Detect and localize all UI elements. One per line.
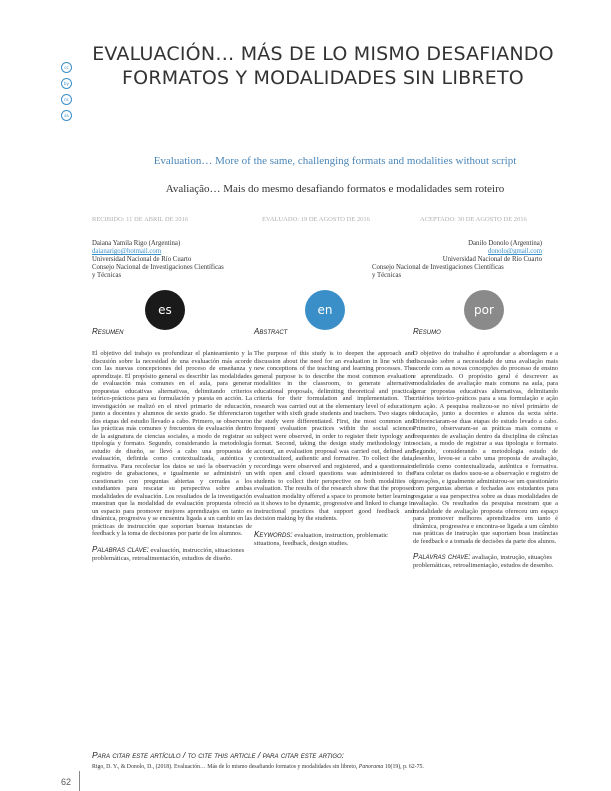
language-badge-es: es xyxy=(145,290,185,330)
author-1-affil: Universidad Nacional de Río Cuarto xyxy=(92,256,192,263)
nc-icon: nc xyxy=(61,94,72,105)
keywords xyxy=(254,531,414,548)
abstract-heading: Resumo xyxy=(413,327,441,336)
keywords xyxy=(413,553,558,570)
abstract-spanish xyxy=(92,327,252,563)
by-icon: by xyxy=(61,78,72,89)
date-evaluated: EVALUADO: 19 DE AGOSTO DE 2016 xyxy=(262,216,370,223)
author-1-affil: y Técnicas xyxy=(92,272,122,279)
date-accepted: ACEPTADO: 30 DE AGOSTO DE 2016 xyxy=(420,216,527,223)
abstract-body: El objetivo del trabajo es profundizar el planteamiento y la discusión sobre la necesidad de una evaluación más acorde con las nuevas concepciones del proceso de enseñanza y aprendizaje. El propósito general es describir las modalidades de evaluación más comunes en el aula, para generar propuestas educativas alternativas, delimitando criterios teórico-prácticos para su formulación y puesta en acción. La investigación se realizó en el nivel primario de educación, junto a docentes y alumnos de sexto grado. Se diferenciaron dos etapas del estudio llevado a cabo. Primero, se observaron las prácticas más comunes y frecuentes de evaluación dentro de la asignatura de ciencias sociales, a modo de registrar su tipología y formato. Segundo, considerando la metodología estudio de diseño, se llevó a cabo una propuesta de evaluación, definida como contextualizada, auténtica y formativa. Para recolectar los datos se usó la observación y registro de grabaciones, e igualmente se administró un cuestionario con preguntas abiertas y cerradas a los estudiantes para rescatar su perspectiva sobre ambas modalidades de evaluación. Los resultados de la investigación muestran que la modalidad de evaluación propuesta ofreció un espacio para promover mejores aprendizajes en tanto es dinámica, progresiva y se encuentra ligada a un cambio en las prácticas de instrucción que soportan buenas instancias de feedback y la toma de decisiones por parte de los alumnos. xyxy=(92,350,252,537)
citation-authors: Rigo, D. Y., & Donolo, D., (2018). Evaluación… Más de lo mismo desafiando formatos y modalidades sin libreto, xyxy=(92,764,359,770)
cc-icon: cc xyxy=(61,62,72,73)
author-1-name: Daiana Yamila Rigo (Argentina) xyxy=(92,240,181,247)
article-title: EVALUACIÓN… MÁS DE LO MISMO DESAFIANDO FORMATOS Y MODALIDADES SIN LIBRETO xyxy=(92,43,554,89)
date-received: RECIBIDO: 11 DE ABRIL DE 2016 xyxy=(92,216,189,223)
author-2-affil: y Técnicas xyxy=(372,272,402,279)
page-number: 62 xyxy=(61,777,72,787)
citation-text xyxy=(92,764,552,770)
keywords xyxy=(92,546,252,563)
author-2-email[interactable]: donolo@gmail.com xyxy=(487,248,542,255)
title-portuguese: Avaliação… Mais do mesmo desafiando formatos e modalidades sem roteiro xyxy=(165,183,505,195)
author-2 xyxy=(370,240,542,280)
keywords-label: Keywords: xyxy=(254,529,293,539)
language-badge-en: en xyxy=(305,290,345,330)
author-2-affil: Consejo Nacional de Investigaciones Científicas xyxy=(372,264,504,271)
keywords-list: evaluación, instrucción, situaciones problemáticas, retroalimentación, estudios de diseño. xyxy=(92,546,245,562)
author-1-email[interactable]: daianarigo@hotmail.com xyxy=(92,248,162,255)
title-english: Evaluation… More of the same, challenging formats and modalities without script xyxy=(153,155,517,167)
keywords-list: avaliação, instrução, situações problemáticas, retroalimentação, estudos de desenho. xyxy=(413,554,554,569)
abstract-english xyxy=(254,327,414,548)
citation-heading: Para citar este artículo / to cite this article / para citar este artigo: xyxy=(92,750,345,760)
citation-volume: 10(19), p. 62-75. xyxy=(383,764,424,770)
author-2-affil: Universidad Nacional de Río Cuarto xyxy=(442,256,542,263)
abstract-body: O objetivo do trabalho é aprofundar a abordagem e a discussão sobre a necessidade de uma avaliação mais acorde com as novas concepções do processo de ensino e aprendizado. O propósito geral é descrever as modalidades de avaliação mais comuns na aula, para gerar propostas educativas alternativas, delimitando critérios teórico-práticos para a sua formulação e ação em ação. A pesquisa realizou-se no nível primário de educação, junto a docentes e alunos da sexta série. Diferenciaram-se duas etapas do estudo levado a cabo. Primeiro, observaram-se as práticas mais comuns e frequentes de avaliação dentro da disciplina de ciências sociais, a modo de registrar a sua tipologia e formato. Segundo, considerando a metodologia estudo de desenho, levou-se a cabo uma proposta de avaliação, definida como contextualizada, autêntica e formativa. Para coletar os dados usou-se a observação e registro de gravações, e igualmente administrou-se um questionário com perguntas abertas e fechadas aos estudantes para resgatar a sua perspectiva sobre as duas modalidades de avaliação. Os resultados da pesquisa mostram que a modalidade de avaliação proposta ofereceu um espaço para promover melhores aprendizados em tanto é dinâmica, progressiva e encontra-se ligada a um câmbio nas práticas de instrução que suportam boas instâncias de feedback e a tomada de decisões da parte dos alunos. xyxy=(413,350,558,545)
keywords-label: Palabras clave: xyxy=(92,544,149,554)
author-1 xyxy=(92,240,224,280)
author-2-name: Danilo Donolo (Argentina) xyxy=(468,240,542,247)
abstract-body: The purpose of this study is to deepen the approach and discussion about the need for an evaluation in line with the new conceptions of the teaching and learning processes. The general purpose is to describe the most common evaluation modalities in the classroom, to generate alternative educational proposals, delimiting theoretical and practical criteria for their formulation and implementation. The research was carried out at the elementary level of education, together with sixth grade students and teachers. Two stages of the study were differentiated. First, the most common and frequent evaluation practices within the social sciences subject were observed, in order to register their typology and format. Second, taking the design study methodology into account, an evaluation proposal was carried out, defined and contextualized, authentic and formative. To collect the data, recordings were observed and registered, and a questionnaire with open and closed questions was administered to the students to collect their perspective on both modalities of evaluation. The results of the research show that the proposed evaluation modality offered a space to promote better learning as it shows to be dynamic, progressive and linked to change in instructional practices that support good feedback and decision making by the students. xyxy=(254,350,414,522)
license-icons xyxy=(61,62,73,126)
keywords-list: evaluation, instruction, problematic situations, feedback, design studies. xyxy=(254,531,388,547)
abstract-portuguese xyxy=(413,327,558,570)
author-1-affil: Consejo Nacional de Investigaciones Científicas xyxy=(92,264,224,271)
citation-journal: Panorama xyxy=(358,764,384,770)
sa-icon: sa xyxy=(61,110,72,121)
abstract-heading: Resumen xyxy=(92,327,124,336)
page-number-rule xyxy=(79,771,80,791)
abstract-heading: Abstract xyxy=(254,327,288,336)
keywords-label: Palavras chave: xyxy=(413,552,471,561)
language-badge-pt: por xyxy=(464,290,504,330)
